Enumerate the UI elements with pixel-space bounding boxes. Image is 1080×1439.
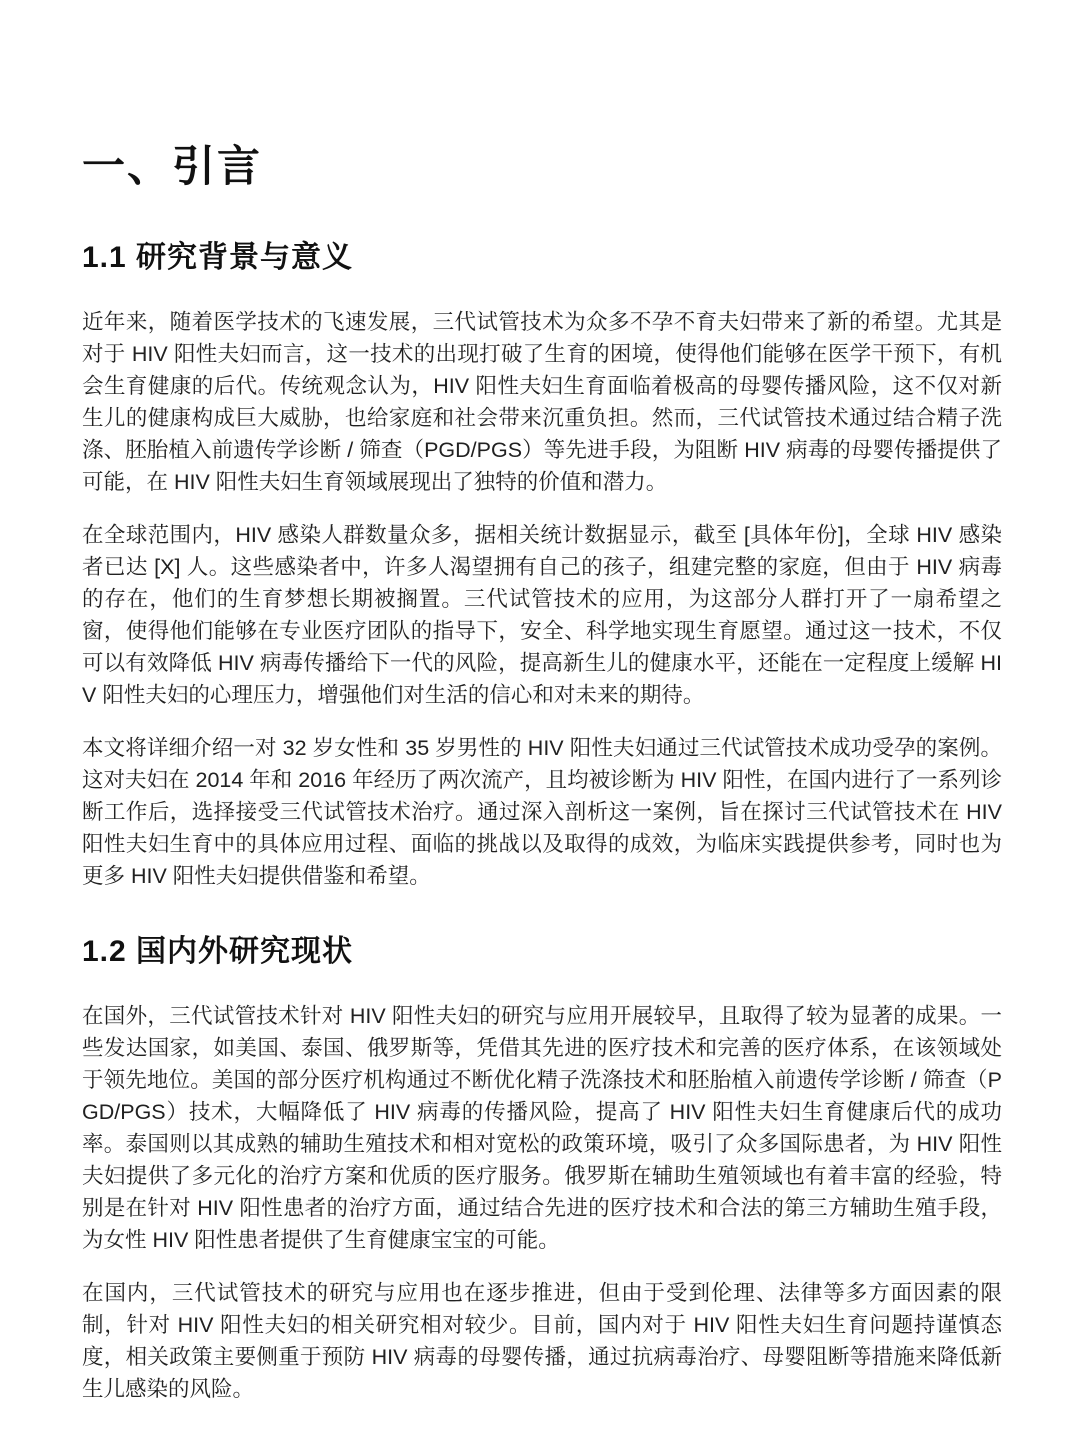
- section-heading-1-2: 1.2 国内外研究现状: [82, 934, 354, 968]
- paragraph-background-1: 近年来，随着医学技术的飞速发展，三代试管技术为众多不孕不育夫妇带来了新的希望。尤其是对于 HIV 阳性夫妇而言，这一技术的出现打破了生育的困境，使得他们能够在医学干预下，有机会生育健康的后代。传统观念认为，HIV 阳性夫妇生育面临着极高的母婴传播风险，这不仅对新生儿的健康构成巨大威胁，也给家庭和社会带来沉重负担。然而，三代试管技术通过结合精子洗涤、胚胎植入前遗传学诊断 / 筛查（PGD/PGS）等先进手段，为阻断 HIV 病毒的母婴传播提供了可能，在 HIV 阳性夫妇生育领域展现出了独特的价值和潜力。: [82, 309, 1002, 494]
- paragraph-research-status-domestic: 在国内，三代试管技术的研究与应用也在逐步推进，但由于受到伦理、法律等多方面因素的限制，针对 HIV 阳性夫妇的相关研究相对较少。目前，国内对于 HIV 阳性夫妇生育问题持谨慎态度，相关政策主要侧重于预防 HIV 病毒的母婴传播，通过抗病毒治疗、母婴阻断等措施来降低新生儿感染的风险。: [82, 1280, 1002, 1401]
- paragraph-background-3: 本文将详细介绍一对 32 岁女性和 35 岁男性的 HIV 阳性夫妇通过三代试管技术成功受孕的案例。这对夫妇在 2014 年和 2016 年经历了两次流产，且均被诊断为 HIV 阳性，在国内进行了一系列诊断工作后，选择接受三代试管技术治疗。通过深入剖析这一案例，旨在探讨三代试管技术在 HIV 阳性夫妇生育中的具体应用过程、面临的挑战以及取得的成效，为临床实践提供参考，同时也为更多 HIV 阳性夫妇提供借鉴和希望。: [82, 735, 1002, 888]
- section-1-1: [82, 240, 1002, 892]
- document-title: 一、引言: [82, 143, 262, 191]
- section-heading-1-1: 1.1 研究背景与意义: [82, 240, 354, 274]
- paragraph-research-status-abroad: 在国外，三代试管技术针对 HIV 阳性夫妇的研究与应用开展较早，且取得了较为显著的成果。一些发达国家，如美国、泰国、俄罗斯等，凭借其先进的医疗技术和完善的医疗体系，在该领域处于领先地位。美国的部分医疗机构通过不断优化精子洗涤技术和胚胎植入前遗传学诊断 / 筛查（PGD/PGS）技术，大幅降低了 HIV 病毒的传播风险，提高了 HIV 阳性夫妇生育健康后代的成功率。泰国则以其成熟的辅助生殖技术和相对宽松的政策环境，吸引了众多国际患者，为 HIV 阳性夫妇提供了多元化的治疗方案和优质的医疗服务。俄罗斯在辅助生殖领域也有着丰富的经验，特别是在针对 HIV 阳性患者的治疗方面，通过结合先进的医疗技术和合法的第三方辅助生殖手段，为女性 HIV 阳性患者提供了生育健康宝宝的可能。: [82, 1003, 1002, 1252]
- section-1-2: [82, 934, 1002, 1405]
- paragraph-background-2: 在全球范围内，HIV 感染人群数量众多，据相关统计数据显示，截至 [具体年份]，全球 HIV 感染者已达 [X] 人。这些感染者中，许多人渴望拥有自己的孩子，组建完整的家庭，但由于 HIV 病毒的存在，他们的生育梦想长期被搁置。三代试管技术的应用，为这部分人群打开了一扇希望之窗，使得他们能够在专业医疗团队的指导下，安全、科学地实现生育愿望。通过这一技术，不仅可以有效降低 HIV 病毒传播给下一代的风险，提高新生儿的健康水平，还能在一定程度上缓解 HIV 阳性夫妇的心理压力，增强他们对生活的信心和对未来的期待。: [82, 522, 1002, 707]
